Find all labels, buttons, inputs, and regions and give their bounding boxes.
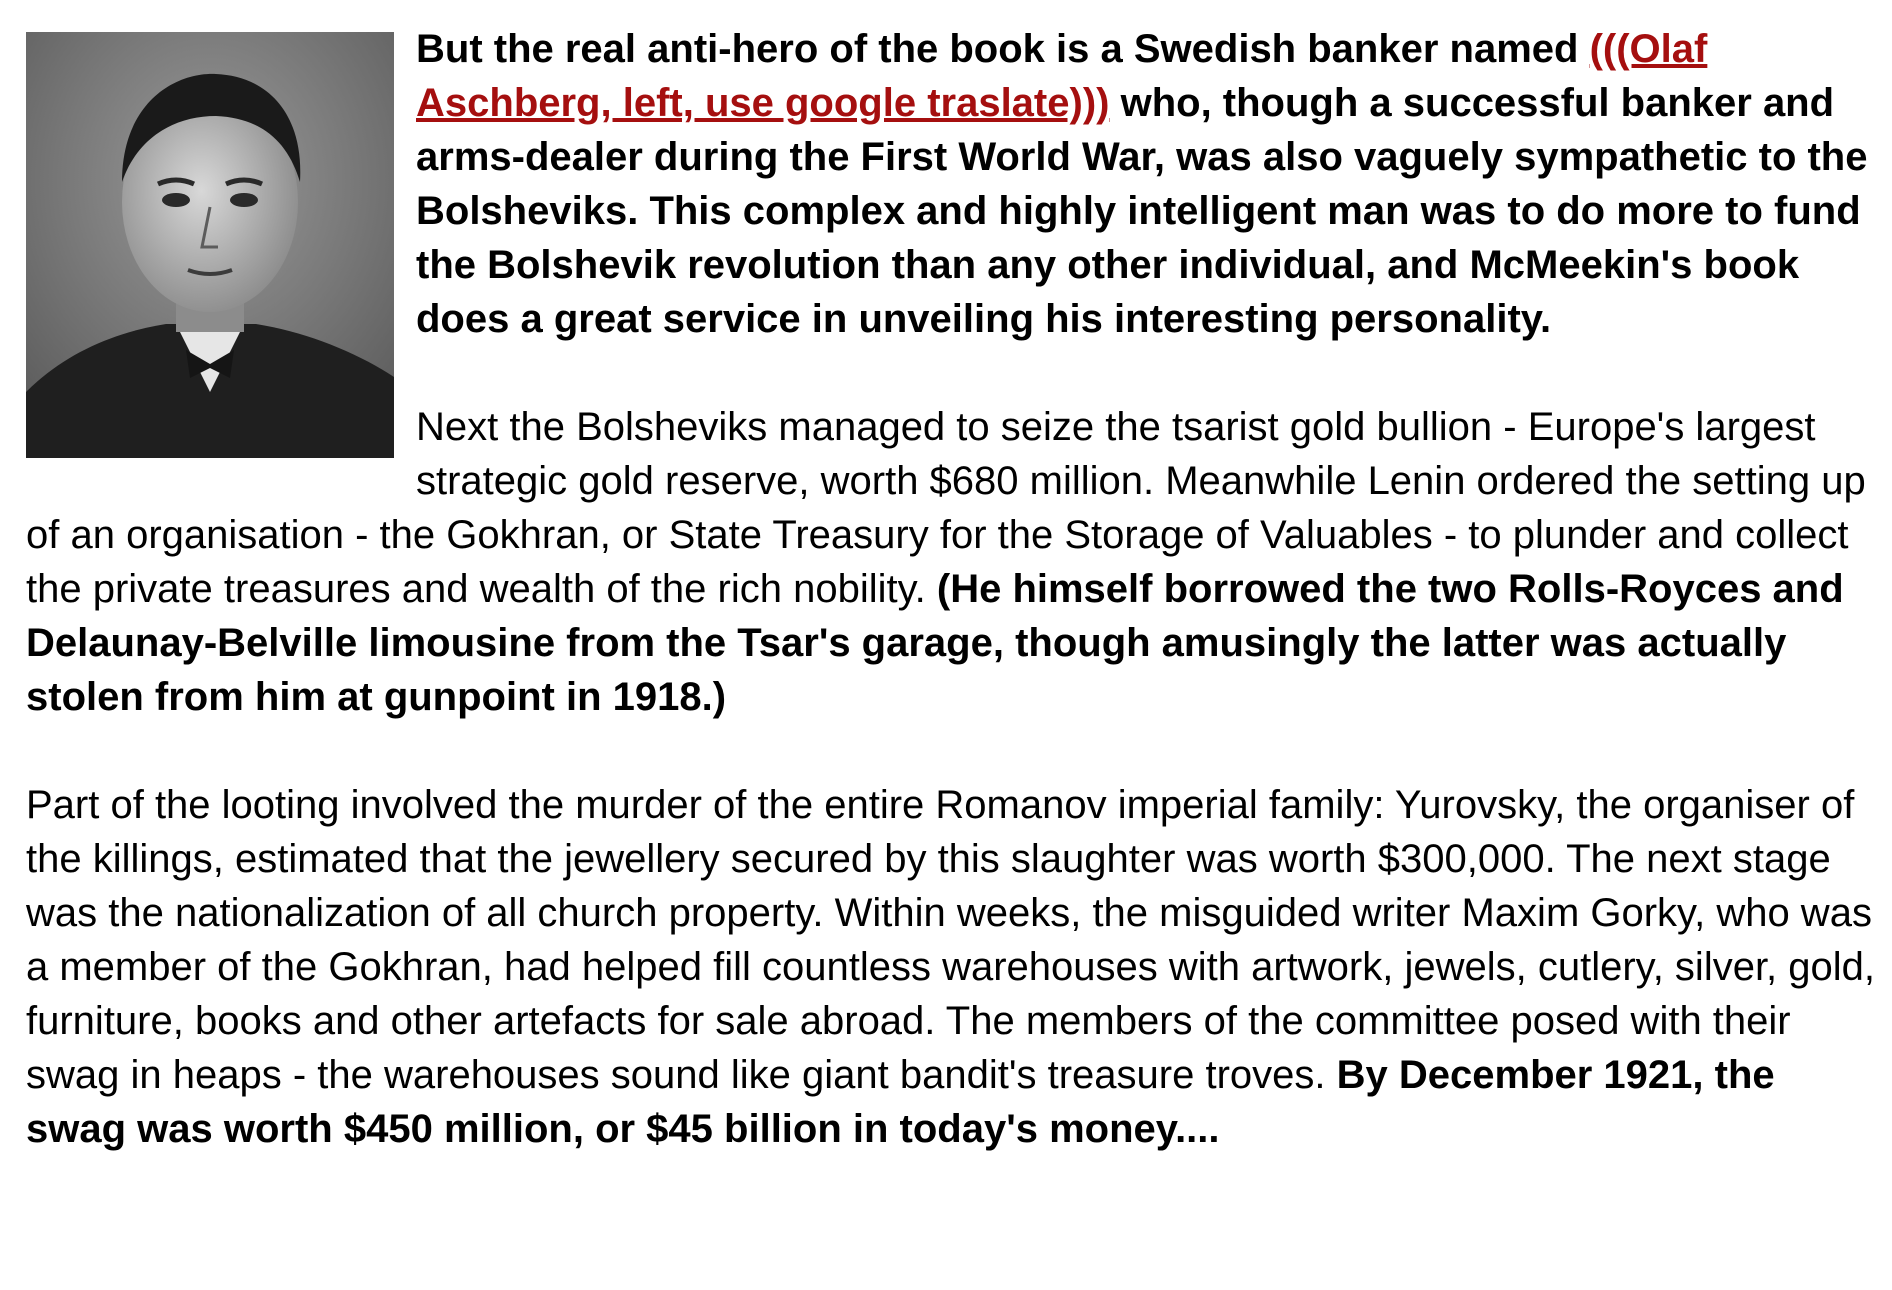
paragraph-gold-bold: (He himself borrowed the two Rolls-Royces and Delaunay-Belville limousine from the Tsar's garage, though amusingly the latter was actually stolen from him at gunpoint in 1918.) — [26, 567, 1844, 719]
paragraph-intro-text: But the real anti-hero of the book is a Swedish banker named — [416, 27, 1579, 71]
paragraph-romanov-bold: By December 1921, the swag was worth $450 million, or $45 billion in today's money.... — [26, 1053, 1775, 1151]
paragraph-romanov-text: Part of the looting involved the murder of the entire Romanov imperial family: Yurovsky, the organiser of the killings, estimated that the jewellery secured by this slaughter was worth $300,000. The next stage was the nationalization of all church property. Within weeks, the misguided writer Maxim Gorky, who was a member of the Gokhran, had helped fill countless warehouses with artwork, jewels, cutlery, silver, gold, furniture, books and other artefacts for sale abroad. The members of the committee posed with their swag in heaps - the warehouses sound like giant bandit's treasure troves. — [26, 783, 1876, 1097]
article — [26, 22, 1878, 1156]
paragraph-aschberg-rest: who, though a successful banker and arms-dealer during the First World War, was also vaguely sympathetic to the Bolsheviks. This complex and highly intelligent man was to do more to fund the Bolshevik revolution than any other individual, and McMeekin's book does a great service in unveiling his interesting personality. — [416, 81, 1868, 341]
paragraph-gold-text: Next the Bolsheviks managed to seize the tsarist gold bullion - Europe's largest strategic gold reserve, worth $680 million. Meanwhile Lenin ordered the setting up of an organisation - the Gokhran, or State Treasury for the Storage of Valuables - to plunder and collect the private treasures and wealth of the rich nobility. — [26, 405, 1866, 611]
paragraph-romanov — [26, 778, 1878, 1156]
portrait-photo — [26, 32, 394, 458]
aschberg-link[interactable]: (((Olaf Aschberg, left, use google traslate))) — [416, 27, 1708, 125]
